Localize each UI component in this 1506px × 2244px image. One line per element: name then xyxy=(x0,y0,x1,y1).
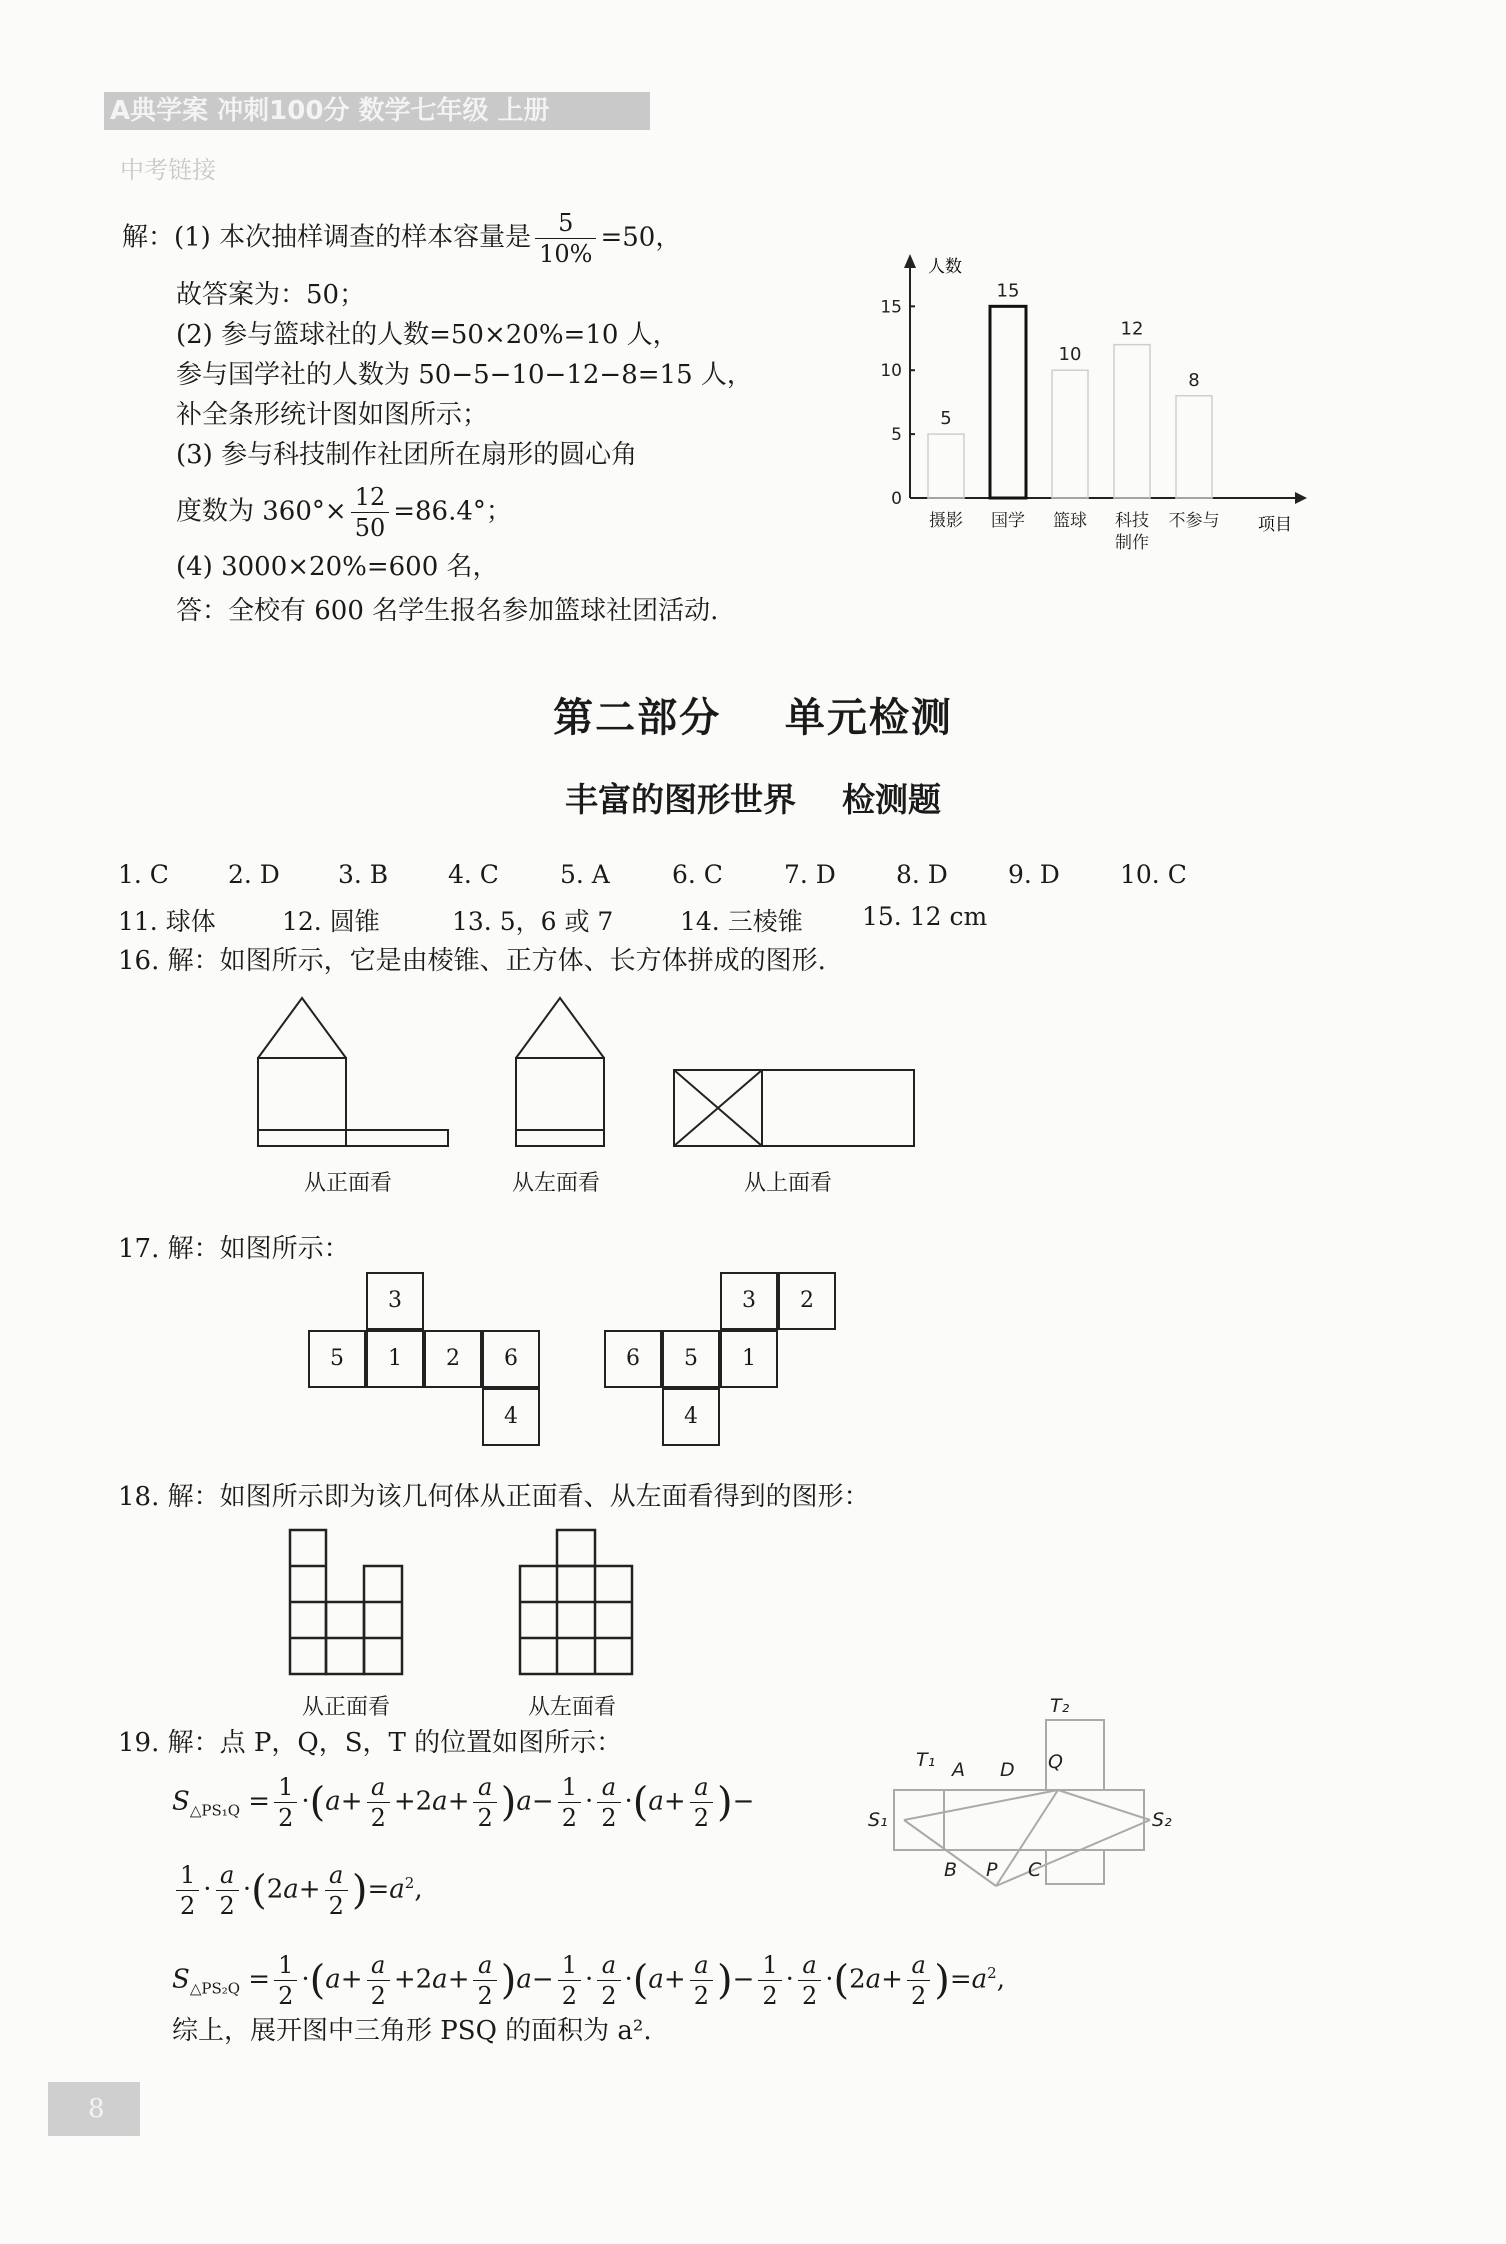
q19-conclusion: 综上，展开图中三角形 PSQ 的面积为 a². xyxy=(172,2016,652,2046)
section-subtitle: 中考链接 xyxy=(120,156,216,184)
solution-line-5: 补全条形统计图如图所示； xyxy=(176,400,489,430)
label-B: B xyxy=(944,1859,958,1881)
q19-formula-2: $S_{\triangle PS_2Q}$ = $\frac{1}{2}$ ·(a+ $\frac{a}{2}$ +2a+ $\frac{a}{2}$ )a− $\frac{1}{2}$ · $\frac{a}{2}$ ·(a+ $\frac{a}{2}$ )− $\frac{1}{2}$ · $\frac{a}{2}$ ·(2a+ $\frac{a}{2}$ )$=a^2$, xyxy=(172,1951,1005,2010)
q19-figure xyxy=(860,1690,1190,1890)
front-view-roof xyxy=(258,998,346,1058)
y-tick-label: 15 xyxy=(880,297,902,318)
solution-line-4: 参与国学社的人数为 50−5−10−12−8=15 人， xyxy=(176,360,753,390)
q18-text: 18. 解：如图所示即为该几何体从正面看、从左面看得到的图形： xyxy=(118,1482,870,1512)
answer-8: 8. D xyxy=(896,860,948,889)
category-label: 制作 xyxy=(1115,533,1149,553)
answer-9: 9. D xyxy=(1008,860,1060,889)
left-view-body xyxy=(516,1058,604,1146)
net1-cell: 1 xyxy=(366,1330,424,1388)
bar-value-label: 15 xyxy=(996,280,1020,302)
net1-cell: 4 xyxy=(482,1388,540,1446)
label-S1: S₁ xyxy=(868,1809,888,1831)
bar xyxy=(990,306,1026,498)
left-view-top xyxy=(557,1530,595,1566)
q17-text: 17. 解：如图所示： xyxy=(118,1234,350,1264)
bar xyxy=(1176,396,1212,498)
net1-cell: 2 xyxy=(424,1330,482,1388)
category-label: 国学 xyxy=(991,511,1025,531)
y-axis-label: 人数 xyxy=(928,257,962,277)
net2-cell: 3 xyxy=(720,1272,778,1330)
line-Q-S2 xyxy=(1058,1790,1150,1820)
section-title: 丰富的图形世界 检测题 xyxy=(565,780,941,819)
line-S1-Q xyxy=(904,1790,1058,1820)
net1-cell: 6 xyxy=(482,1330,540,1388)
x-axis-label: 项目 xyxy=(1258,515,1292,535)
answer-14: 14. 三棱锥 xyxy=(680,907,803,936)
net2-cell: 1 xyxy=(720,1330,778,1388)
answer-12: 12. 圆锥 xyxy=(282,907,380,936)
left-view-roof xyxy=(516,998,604,1058)
label-D: D xyxy=(1000,1759,1015,1781)
line-P-Q xyxy=(996,1790,1058,1886)
label-P: P xyxy=(986,1859,998,1881)
q16-text: 16. 解：如图所示，它是由棱锥、正方体、长方体拼成的图形. xyxy=(118,946,826,976)
q16-views xyxy=(250,990,930,1160)
y-tick-label: 10 xyxy=(880,361,902,382)
bar-value-label: 8 xyxy=(1188,369,1200,391)
q18-caption-front: 从正面看 xyxy=(302,1695,391,1720)
net2-cell: 2 xyxy=(778,1272,836,1330)
answer-1: 1. C xyxy=(118,860,169,889)
answer-6: 6. C xyxy=(672,860,723,889)
y-tick-label: 5 xyxy=(891,425,902,446)
bar-value-label: 10 xyxy=(1058,344,1082,366)
category-label: 不参与 xyxy=(1168,511,1220,531)
solution-line-3: (2) 参与篮球社的人数=50×20%=10 人， xyxy=(176,320,679,350)
net2-cell: 6 xyxy=(604,1330,662,1388)
answer-2: 2. D xyxy=(228,860,280,889)
left-view-grid xyxy=(520,1566,632,1674)
bar-value-label: 12 xyxy=(1120,318,1144,340)
bar xyxy=(1052,370,1088,498)
net2-cell: 4 xyxy=(662,1388,720,1446)
answer-4: 4. C xyxy=(448,860,499,889)
label-C: C xyxy=(1028,1859,1042,1881)
q19-formula-1b: $\frac{1}{2}$ · $\frac{a}{2}$ ·(2a+ $\frac{a}{2}$ )$=a^2$, xyxy=(172,1860,423,1921)
q19-formula-1: $S_{\triangle PS_1Q}$ = $\frac{1}{2}$ ·(a+ $\frac{a}{2}$ +2a+ $\frac{a}{2}$ )a− $\frac{1}{2}$ · $\frac{a}{2}$ ·(a+ $\frac{a}{2}$ )− xyxy=(172,1773,755,1832)
net1-cell: 3 xyxy=(366,1272,424,1330)
q16-caption-top: 从上面看 xyxy=(744,1171,833,1196)
answer-11: 11. 球体 xyxy=(118,907,216,936)
q16-caption-front: 从正面看 xyxy=(304,1171,393,1196)
bar-value-label: 5 xyxy=(940,408,952,430)
answer-10: 10. C xyxy=(1120,860,1187,889)
top-view-rect xyxy=(674,1070,914,1146)
net-bottom xyxy=(1046,1850,1104,1884)
fraction-5-over-10pct: $\frac{5}{10\%}$ xyxy=(535,208,596,269)
answer-13: 13. 5，6 或 7 xyxy=(452,907,614,936)
bar-chart xyxy=(860,248,1310,568)
front-col-3 xyxy=(364,1566,402,1674)
category-label: 科技 xyxy=(1115,511,1149,531)
net2-cell: 5 xyxy=(662,1330,720,1388)
label-T2: T₂ xyxy=(1050,1695,1070,1717)
answer-7: 7. D xyxy=(784,860,836,889)
label-Q: Q xyxy=(1048,1751,1063,1773)
part-title: 第二部分 单元检测 xyxy=(553,695,953,741)
page-number: 8 xyxy=(48,2082,140,2136)
front-view-base xyxy=(258,1130,448,1146)
line-P-S2 xyxy=(996,1820,1150,1886)
answer-5: 5. A xyxy=(560,860,610,889)
category-label: 摄影 xyxy=(929,511,963,531)
q16-caption-left: 从左面看 xyxy=(512,1171,601,1196)
solution-line-2: 故答案为：50； xyxy=(176,280,366,310)
solution-line-1: 解：(1) 本次抽样调查的样本容量是 $\frac{5}{10\%}$ =50， xyxy=(122,209,682,268)
net1-cell: 5 xyxy=(308,1330,366,1388)
net-left xyxy=(894,1790,944,1850)
solution-line-9: 答：全校有 600 名学生报名参加篮球社团活动. xyxy=(176,596,719,626)
answer-15: 15. 12 cm xyxy=(862,902,988,931)
label-T1: T₁ xyxy=(916,1749,936,1771)
q18-views xyxy=(284,1524,644,1684)
solution-line-8: (4) 3000×20%=600 名， xyxy=(176,552,499,582)
label-A: A xyxy=(952,1759,965,1781)
label-S2: S₂ xyxy=(1152,1809,1172,1831)
q18-caption-left: 从左面看 xyxy=(528,1695,617,1720)
answer-3: 3. B xyxy=(338,860,389,889)
fraction-12-over-50: $\frac{12}{50}$ xyxy=(351,482,390,543)
x-axis-arrow xyxy=(1295,492,1307,504)
solution-line-6: (3) 参与科技制作社团所在扇形的圆心角 xyxy=(176,440,638,470)
q19-text: 19. 解：点 P，Q，S，T 的位置如图所示： xyxy=(118,1728,623,1758)
running-header: A典学案 冲刺100分 数学七年级 上册 xyxy=(104,92,650,130)
solution-line-7: 度数为 360°× $\frac{12}{50}$ =86.4°； xyxy=(176,483,512,542)
y-tick-label: 0 xyxy=(891,489,902,509)
net-middle xyxy=(944,1790,1144,1850)
y-axis-arrow xyxy=(904,254,916,268)
category-label: 篮球 xyxy=(1053,511,1087,531)
bar xyxy=(1114,345,1150,498)
front-view-body xyxy=(258,1058,346,1146)
bar xyxy=(928,434,964,498)
